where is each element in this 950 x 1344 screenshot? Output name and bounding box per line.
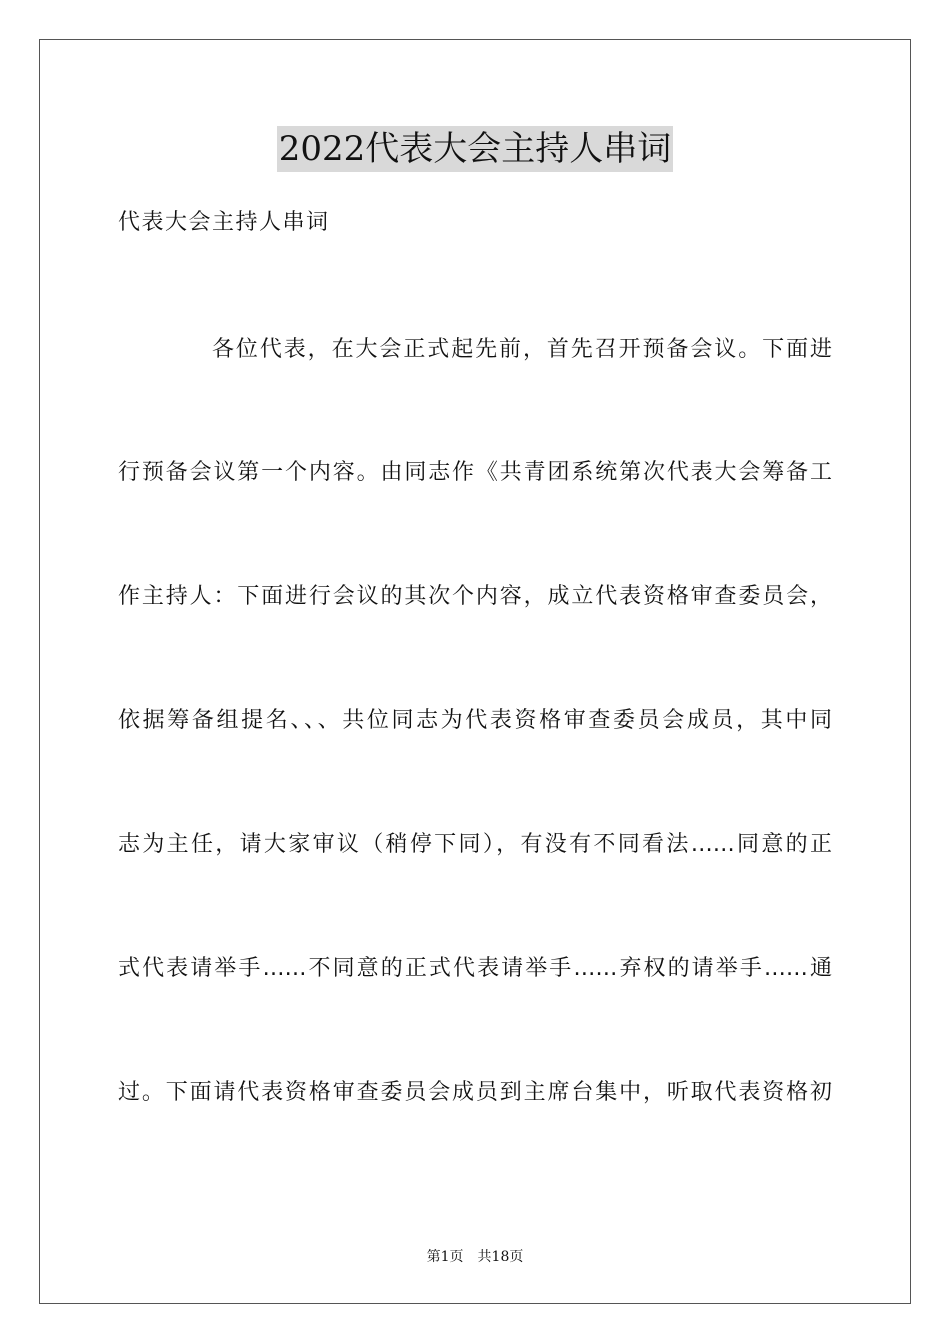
paragraph-line-1: 各位代表，在大会正式起先前，首先召开预备会议。下面进 (212, 337, 832, 362)
document-title-wrapper (0, 126, 950, 172)
document-title: 2022代表大会主持人串词 (277, 126, 674, 172)
document-subtitle: 代表大会主持人串词 (118, 210, 330, 235)
paragraph-line-7: 过。下面请代表资格审查委员会成员到主席台集中，听取代表资格初 (118, 1080, 832, 1105)
paragraph-line-6: 式代表请举手……不同意的正式代表请举手……弃权的请举手……通 (118, 956, 832, 981)
page-number-footer: 第1页 共18页 (426, 1249, 524, 1265)
paragraph-line-2: 行预备会议第一个内容。由同志作《共青团系统第次代表大会筹备工 (118, 460, 832, 485)
paragraph-line-5: 志为主任，请大家审议（稍停下同），有没有不同看法……同意的正 (118, 832, 832, 857)
paragraph-line-3: 作主持人：下面进行会议的其次个内容，成立代表资格审查委员会， (118, 584, 832, 609)
paragraph-line-4: 依据筹备组提名、、、共位同志为代表资格审查委员会成员，其中同 (118, 708, 832, 733)
